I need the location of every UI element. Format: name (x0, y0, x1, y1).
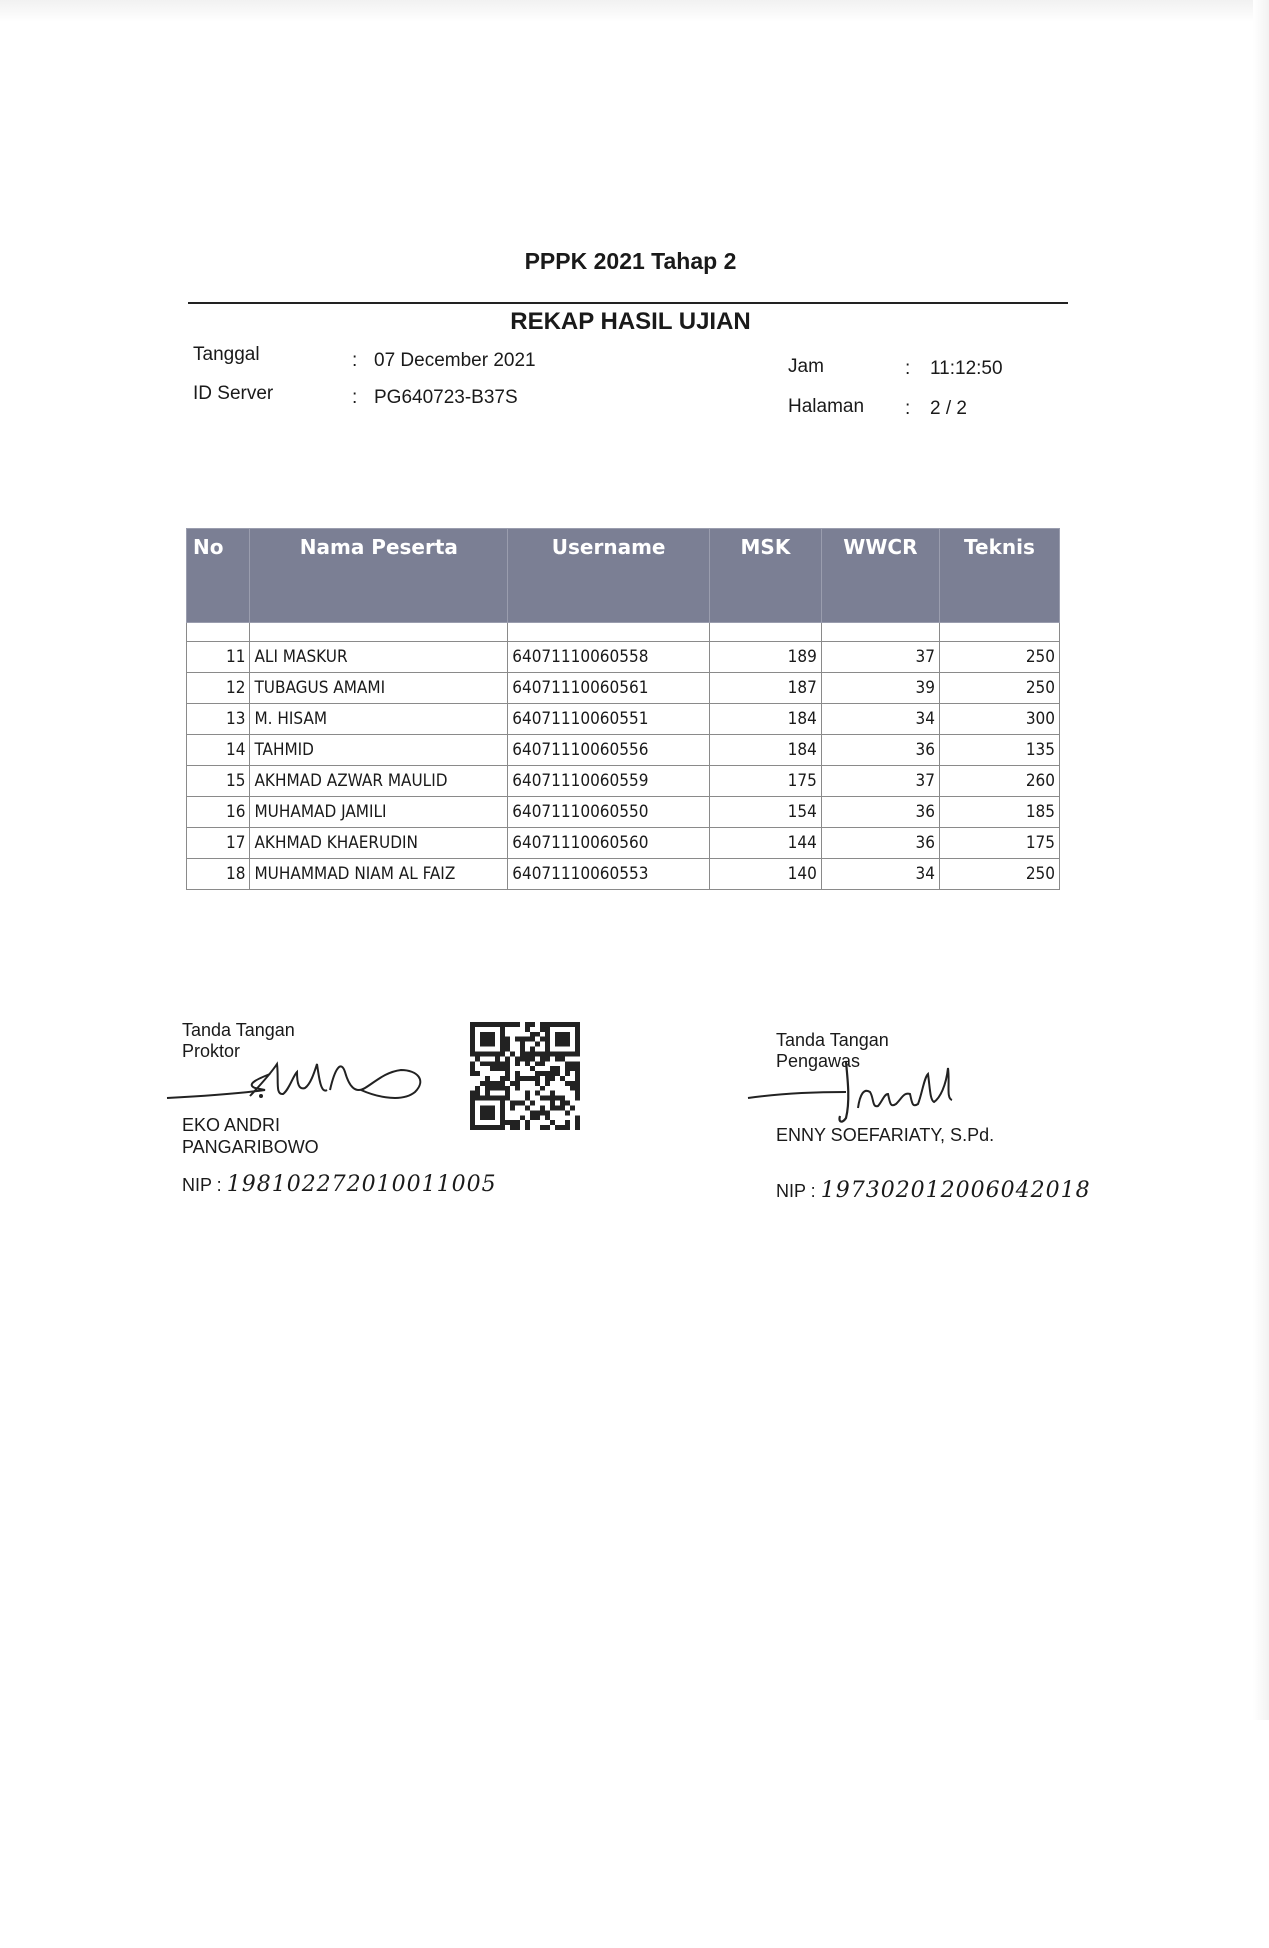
qr-code-icon (470, 1022, 580, 1130)
cell-msk: 154 (710, 797, 822, 828)
proktor-label-line1: Tanda Tangan (182, 1020, 295, 1040)
id-server-label: ID Server (193, 383, 274, 404)
proktor-name (182, 1114, 319, 1158)
cell-no: 12 (187, 673, 250, 704)
halaman-value: 2 / 2 (930, 398, 967, 419)
pengawas-nip (776, 1178, 1091, 1203)
halaman-label: Halaman (788, 396, 865, 417)
proktor-name-line1: EKO ANDRI (182, 1115, 281, 1135)
pengawas-signature-icon (746, 1058, 976, 1130)
column-header-msk: MSK (710, 529, 822, 623)
cell-teknis: 185 (939, 797, 1059, 828)
table-row (187, 673, 1060, 704)
separator: : (352, 350, 358, 371)
cell-no: 11 (187, 642, 250, 673)
cell-nama: ALI MASKUR (250, 642, 508, 673)
results-table (186, 528, 1060, 890)
pengawas-label-line1: Tanda Tangan (776, 1030, 889, 1050)
jam-value: 11:12:50 (930, 358, 1003, 379)
cell-username: 64071110060551 (508, 704, 710, 735)
proktor-name-line2: PANGARIBOWO (182, 1137, 319, 1157)
proktor-signature-icon (165, 1050, 435, 1120)
cell-wwcr: 36 (821, 735, 939, 766)
cell-teknis: 300 (939, 704, 1059, 735)
proktor-nip-value: 198102272010011005 (226, 1172, 497, 1197)
cell-username: 64071110060560 (508, 828, 710, 859)
column-header-teknis: Teknis (939, 529, 1059, 623)
pengawas-label-line2: Pengawas (776, 1051, 861, 1071)
cell-wwcr: 34 (821, 859, 939, 890)
cell-no: 13 (187, 704, 250, 735)
cell-nama: M. HISAM (250, 704, 508, 735)
cell-msk: 189 (710, 642, 822, 673)
cell-msk: 187 (710, 673, 822, 704)
pengawas-name: ENNY SOEFARIATY, S.Pd. (776, 1125, 995, 1145)
cell-msk: 175 (710, 766, 822, 797)
cell-wwcr: 34 (821, 704, 939, 735)
table-row (187, 766, 1060, 797)
cell-wwcr: 37 (821, 642, 939, 673)
pengawas-nip-value: 197302012006042018 (820, 1178, 1091, 1203)
table-row (187, 859, 1060, 890)
cell-nama: AKHMAD KHAERUDIN (250, 828, 508, 859)
cell-wwcr: 36 (821, 797, 939, 828)
cell-wwcr: 39 (821, 673, 939, 704)
proktor-nip-label: NIP : (182, 1175, 222, 1195)
cell-msk: 140 (710, 859, 822, 890)
proktor-label-line2: Proktor (182, 1041, 241, 1061)
cell-username: 64071110060559 (508, 766, 710, 797)
cell-no: 16 (187, 797, 250, 828)
header-divider (188, 302, 1068, 304)
tanggal-label: Tanggal (193, 344, 260, 365)
cell-username: 64071110060550 (508, 797, 710, 828)
cell-teknis: 260 (939, 766, 1059, 797)
table-row (187, 642, 1060, 673)
cell-msk: 144 (710, 828, 822, 859)
table-row (187, 828, 1060, 859)
column-header-wwcr: WWCR (821, 529, 939, 623)
jam-label: Jam (788, 356, 824, 377)
column-header-no: No (187, 529, 250, 623)
document-title: PPPK 2021 Tahap 2 (524, 248, 737, 274)
separator: : (352, 387, 358, 408)
column-header-username: Username (508, 529, 710, 623)
table-row (187, 704, 1060, 735)
cell-no: 18 (187, 859, 250, 890)
id-server-value: PG640723-B37S (374, 387, 518, 408)
cell-nama: TAHMID (250, 735, 508, 766)
column-header-nama-peserta: Nama Peserta (250, 529, 508, 623)
cell-teknis: 250 (939, 859, 1059, 890)
cell-msk: 184 (710, 735, 822, 766)
cell-nama: MUHAMMAD NIAM AL FAIZ (250, 859, 508, 890)
table-row (187, 735, 1060, 766)
cell-no: 14 (187, 735, 250, 766)
cell-nama: MUHAMAD JAMILI (250, 797, 508, 828)
scan-edge (0, 0, 1269, 22)
cell-username: 64071110060553 (508, 859, 710, 890)
cell-teknis: 250 (939, 673, 1059, 704)
separator: : (905, 398, 911, 419)
cell-wwcr: 37 (821, 766, 939, 797)
cell-teknis: 135 (939, 735, 1059, 766)
cell-username: 64071110060558 (508, 642, 710, 673)
separator: : (905, 358, 911, 379)
cell-msk: 184 (710, 704, 822, 735)
proktor-nip (182, 1172, 497, 1197)
cell-no: 15 (187, 766, 250, 797)
cell-username: 64071110060561 (508, 673, 710, 704)
report-title: REKAP HASIL UJIAN (510, 308, 751, 335)
table-spacer-row (187, 623, 1060, 642)
cell-teknis: 250 (939, 642, 1059, 673)
pengawas-nip-label: NIP : (776, 1181, 816, 1201)
table-header-row (187, 529, 1060, 623)
cell-no: 17 (187, 828, 250, 859)
cell-nama: AKHMAD AZWAR MAULID (250, 766, 508, 797)
cell-username: 64071110060556 (508, 735, 710, 766)
tanggal-value: 07 December 2021 (374, 350, 536, 371)
table-row (187, 797, 1060, 828)
cell-nama: TUBAGUS AMAMI (250, 673, 508, 704)
cell-teknis: 175 (939, 828, 1059, 859)
cell-wwcr: 36 (821, 828, 939, 859)
